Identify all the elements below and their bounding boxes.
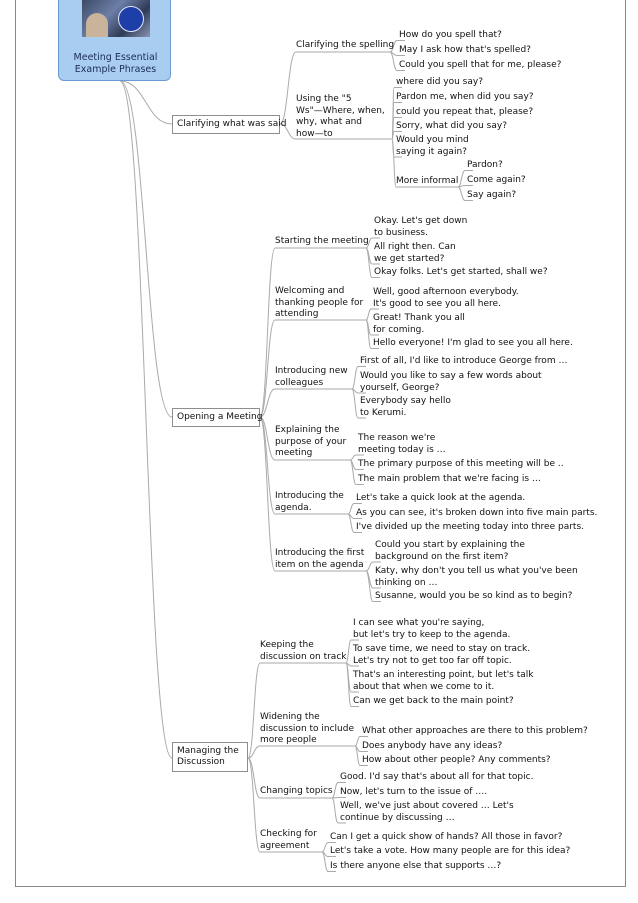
leaf-welcoming-line: Hello everyone! I'm glad to see you all here.	[373, 338, 573, 348]
root-topic[interactable]	[58, 0, 171, 81]
sub-changing[interactable]	[260, 786, 333, 798]
sub-introducing-line: colleagues	[275, 377, 324, 388]
leaf-informal-line: Pardon?	[467, 160, 503, 170]
connector-line	[248, 758, 260, 852]
sub-changing-line: Changing topics	[260, 786, 333, 796]
leaf-track	[353, 644, 530, 667]
sub-introducing-line: Introducing new	[275, 366, 348, 376]
leaf-5ws-line: could you repeat that, please?	[396, 107, 534, 117]
sub-purpose-line: meeting	[275, 448, 313, 458]
leaf-5ws-line: Would you mind	[396, 135, 469, 145]
leaf-first	[375, 591, 572, 603]
sub-clarifying-spelling[interactable]	[296, 40, 394, 52]
badge-icon	[118, 6, 144, 32]
leaf-track-line: but let's try to keep to the agenda.	[353, 629, 511, 640]
sub-welcoming-line: thanking people for	[275, 297, 364, 308]
sub-widening[interactable]	[260, 712, 354, 747]
leaf-widening	[362, 741, 502, 753]
sub-agreement[interactable]	[260, 829, 317, 852]
sub-first-item[interactable]	[275, 548, 364, 571]
sub-using-5ws-line: Ws"—Where, when,	[296, 105, 385, 116]
sub-more-informal-line: More informal	[396, 176, 459, 186]
leaf-purpose-line: The primary purpose of this meeting will be ..	[358, 459, 564, 469]
topic-managing[interactable]	[172, 742, 248, 772]
topic-clarifying-line: Clarifying what was said	[177, 119, 287, 129]
sub-starting[interactable]	[275, 236, 369, 248]
leaf-introducing-line: Would you like to say a few words about	[360, 371, 542, 381]
leaf-first	[375, 540, 525, 563]
leaf-informal	[467, 190, 516, 202]
leaf-agenda	[356, 508, 597, 520]
leaf-5ws-line: Pardon me, when did you say?	[396, 92, 534, 102]
leaf-5ws-line: where did you say?	[396, 77, 483, 87]
leaf-agreement-line: Let's take a vote. How many people are for this idea?	[330, 846, 571, 856]
leaf-introducing-line: to Kerumi.	[360, 407, 407, 418]
connector-line	[366, 562, 373, 571]
connector-line	[458, 171, 465, 188]
connector-line	[346, 663, 351, 707]
leaf-changing-line: Good. I'd say that's about all for that topic.	[340, 772, 534, 782]
leaf-introducing	[360, 371, 542, 394]
person-shape	[86, 13, 108, 37]
root-photo-image	[82, 0, 150, 37]
topic-managing-line: Managing the	[177, 746, 239, 756]
leaf-agenda-line: Let's take a quick look at the agenda.	[356, 493, 526, 503]
leaf-5ws	[396, 121, 507, 133]
leaf-changing	[340, 787, 487, 799]
leaf-agreement-line: Is there anyone else that supports …?	[330, 861, 502, 871]
sub-first-item-line: item on the agenda	[275, 559, 364, 570]
leaf-purpose	[358, 474, 541, 486]
leaf-spelling	[399, 45, 531, 57]
sub-purpose-line: Explaining the	[275, 425, 340, 435]
leaf-informal	[467, 160, 503, 172]
sub-starting-line: Starting the meeting	[275, 236, 369, 246]
leaf-agenda	[356, 493, 525, 505]
leaf-changing	[340, 772, 533, 784]
leaf-track-line: I can see what you're saying,	[353, 618, 485, 628]
leaf-welcoming	[373, 338, 573, 350]
leaf-purpose-line: The reason we're	[358, 433, 436, 443]
sub-track-line: Keeping the	[260, 640, 314, 650]
leaf-purpose	[358, 433, 446, 456]
leaf-agenda	[356, 522, 584, 534]
leaf-track	[353, 618, 510, 641]
connector-line	[348, 504, 354, 515]
leaf-agreement-line: Can I get a quick show of hands? All those in favor?	[330, 832, 563, 842]
topic-opening[interactable]	[172, 408, 263, 427]
topic-managing-line: Discussion	[177, 757, 225, 767]
sub-track-line: discussion on track	[260, 651, 347, 662]
leaf-changing	[340, 801, 514, 824]
leaf-5ws	[396, 77, 483, 89]
leaf-informal-line: Say again?	[467, 190, 517, 200]
leaf-introducing-line: First of all, I'd like to introduce George from …	[360, 356, 568, 366]
leaf-agreement	[330, 861, 501, 873]
sub-using-5ws-line: why, what and	[296, 117, 363, 127]
leaf-changing-line: Now, let's turn to the issue of ….	[340, 787, 488, 797]
leaf-starting-line: Okay folks. Let's get started, shall we?	[374, 267, 548, 277]
leaf-first-line: thinking on …	[375, 577, 438, 588]
connector-line	[350, 455, 356, 460]
leaf-starting-line: we get started?	[374, 253, 445, 264]
connector-line	[366, 571, 373, 602]
leaf-purpose	[358, 459, 564, 471]
leaf-5ws-line: Sorry, what did you say?	[396, 121, 507, 131]
leaf-introducing-line: yourself, George?	[360, 382, 440, 393]
leaf-first-line: background on the first item?	[375, 551, 509, 562]
leaf-widening	[362, 755, 551, 767]
connector-line	[390, 52, 397, 71]
leaf-starting-line: to business.	[374, 227, 428, 238]
sub-welcoming[interactable]	[275, 286, 363, 321]
sub-welcoming-line: attending	[275, 309, 319, 319]
leaf-starting	[374, 267, 548, 279]
sub-widening-line: Widening the	[260, 712, 320, 722]
leaf-starting	[374, 216, 467, 239]
leaf-track	[353, 670, 533, 693]
leaf-agreement	[330, 832, 562, 844]
leaf-spelling-line: May I ask how that's spelled?	[399, 45, 531, 55]
connector-line	[120, 81, 172, 758]
leaf-informal-line: Come again?	[467, 175, 526, 185]
leaf-introducing	[360, 356, 567, 368]
leaf-welcoming-line: Well, good afternoon everybody.	[373, 287, 519, 297]
sub-agenda-line: agenda.	[275, 502, 312, 513]
leaf-starting-line: Okay. Let's get down	[374, 216, 468, 226]
leaf-agenda-line: I've divided up the meeting today into three parts.	[356, 522, 585, 532]
leaf-widening-line: Does anybody have any ideas?	[362, 741, 503, 751]
leaf-spelling	[399, 60, 561, 72]
connector-line	[332, 798, 338, 799]
sub-agenda[interactable]	[275, 491, 344, 514]
connector-line	[352, 367, 358, 390]
leaf-agreement	[330, 846, 570, 858]
leaf-starting-line: All right then. Can	[374, 242, 456, 252]
sub-clarifying-spelling-line: Clarifying the spelling	[296, 40, 395, 50]
sub-widening-line: more people	[260, 735, 317, 745]
leaf-informal	[467, 175, 526, 187]
root-title-line: Example Phrases	[74, 64, 157, 75]
sub-more-informal[interactable]	[396, 176, 458, 188]
sub-track[interactable]	[260, 640, 346, 663]
topic-opening-line: Opening a Meeting	[177, 412, 263, 422]
leaf-first-line: Susanne, would you be so kind as to begin?	[375, 591, 573, 601]
connector-line	[355, 737, 360, 747]
sub-purpose-line: purpose of your	[275, 436, 347, 447]
sub-agenda-line: Introducing the	[275, 491, 344, 501]
topic-clarifying[interactable]	[172, 115, 287, 134]
leaf-5ws	[396, 92, 534, 104]
leaf-agenda-line: As you can see, it's broken down into five main parts.	[356, 508, 598, 518]
leaf-welcoming	[373, 287, 519, 310]
root-title-line: Meeting Essential	[73, 52, 158, 63]
leaf-5ws	[396, 107, 533, 119]
sub-agreement-line: agreement	[260, 840, 310, 851]
leaf-widening-line: What other approaches are there to this problem?	[362, 726, 588, 736]
leaf-changing-line: continue by discussing …	[340, 812, 455, 823]
sub-introducing[interactable]	[275, 366, 348, 389]
connector-line	[332, 798, 338, 823]
leaf-starting	[374, 242, 456, 265]
connector-line	[248, 663, 260, 758]
sub-using-5ws-line: Using the "5	[296, 94, 352, 104]
sub-agreement-line: Checking for	[260, 829, 317, 839]
leaf-track-line: Can we get back to the main point?	[353, 696, 514, 706]
leaf-track-line: To save time, we need to stay on track.	[353, 644, 531, 654]
leaf-welcoming-line: Great! Thank you all	[373, 313, 465, 323]
sub-first-item-line: Introducing the first	[275, 548, 365, 558]
sub-using-5ws-line: how—to	[296, 128, 333, 139]
leaf-track-line: Let's try not to get too far off topic.	[353, 655, 512, 666]
connector-line	[120, 81, 172, 417]
root-title	[59, 52, 172, 76]
leaf-purpose-line: The main problem that we're facing is …	[358, 474, 541, 484]
sub-using-5ws[interactable]	[296, 94, 385, 140]
leaf-welcoming-line: for coming.	[373, 324, 425, 335]
connector-line	[458, 187, 465, 201]
connector-line	[346, 640, 351, 663]
leaf-changing-line: Well, we've just about covered … Let's	[340, 801, 514, 811]
leaf-spelling-line: Could you spell that for me, please?	[399, 60, 562, 70]
leaf-welcoming-line: It's good to see you all here.	[373, 298, 501, 309]
leaf-purpose-line: meeting today is …	[358, 444, 446, 455]
leaf-5ws	[396, 135, 469, 158]
leaf-introducing	[360, 396, 451, 419]
sub-widening-line: discussion to include	[260, 723, 355, 734]
leaf-widening	[362, 726, 588, 738]
leaf-track-line: That's an interesting point, but let's talk	[353, 670, 534, 680]
sub-purpose[interactable]	[275, 425, 346, 460]
leaf-spelling	[399, 30, 502, 42]
leaf-spelling-line: How do you spell that?	[399, 30, 502, 40]
leaf-widening-line: How about other people? Any comments?	[362, 755, 551, 765]
leaf-welcoming	[373, 313, 465, 336]
connector-line	[280, 52, 296, 124]
connector-line	[366, 309, 371, 320]
leaf-first	[375, 566, 578, 589]
sub-welcoming-line: Welcoming and	[275, 286, 345, 296]
leaf-5ws-line: saying it again?	[396, 146, 467, 157]
connector-line	[260, 248, 275, 417]
leaf-first-line: Katy, why don't you tell us what you've been	[375, 566, 578, 576]
leaf-track	[353, 696, 514, 708]
leaf-first-line: Could you start by explaining the	[375, 540, 525, 550]
connector-line	[322, 843, 328, 853]
leaf-track-line: about that when we come to it.	[353, 681, 495, 692]
leaf-introducing-line: Everybody say hello	[360, 396, 451, 406]
